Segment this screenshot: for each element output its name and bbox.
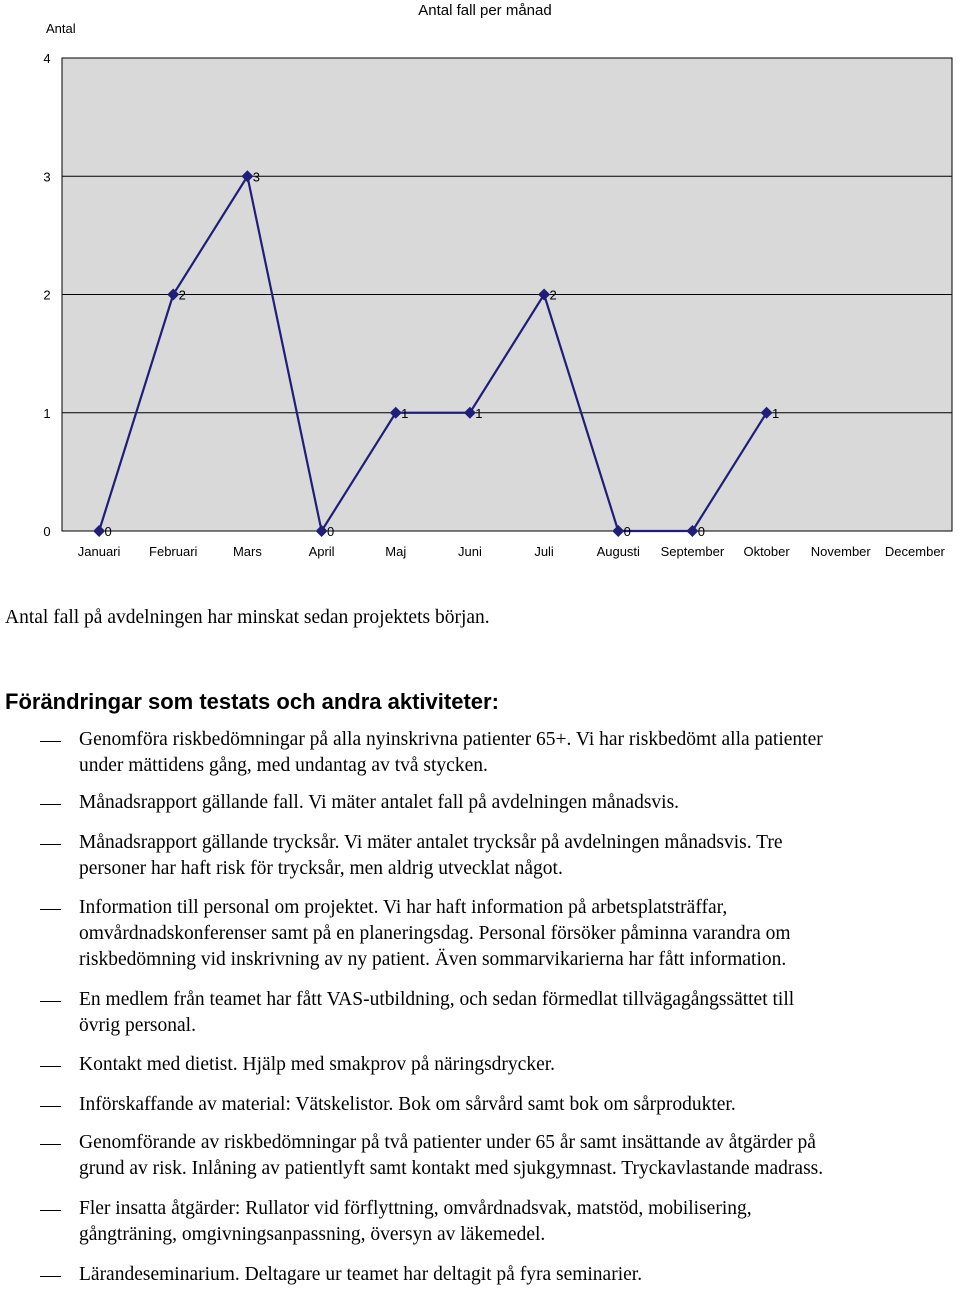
activity-text: Månadsrapport gällande trycksår. Vi mäter antalet trycksår på avdelningen månadsvis. Tre personer har haft risk för trycksår, men aldrig utvecklat något.	[79, 832, 783, 879]
activity-text: Genomföra riskbedömningar på alla nyinskrivna patienter 65+. Vi har riskbedömt alla patienter under mättidens gång, med undantag av två stycken.	[79, 729, 823, 776]
data-label: 1	[401, 405, 409, 421]
data-label: 0	[104, 524, 112, 539]
x-tick-label: December	[884, 544, 945, 559]
x-tick-label: Mars	[232, 544, 262, 559]
activity-text: Information till personal om projektet. Vi har haft information på arbetsplatsträffar, omvårdnadskonferenser samt på en planeringsdag. Personal försöker påminna varandra om riskbedömning vid inskrivning av ny patient. Även sommarvikarierna har fått information.	[79, 897, 791, 970]
dash-bullet	[40, 1106, 61, 1107]
y-tick-label: 4	[43, 51, 51, 66]
activity-text: Genomförande av riskbedömningar på två patienter under 65 år samt insättande av åtgärder på grund av risk. Inlåning av patientlyft samt kontakt med sjukgymnast. Tryckavlastande madrass.	[79, 1132, 824, 1179]
x-tick-label: Juni	[457, 544, 482, 559]
activity-text: En medlem från teamet har fått VAS-utbildning, och sedan förmedlat tillvägagångssättet till övrig personal.	[79, 989, 795, 1036]
activity-text: Införskaffande av material: Vätskelistor. Bok om sårvård samt bok om sårprodukter.	[79, 1094, 736, 1115]
dash-bullet	[40, 909, 61, 910]
section-heading: Förändringar som testats och andra aktiviteter:	[5, 689, 499, 714]
x-tick-label: Januari	[77, 544, 121, 559]
activity-text: Månadsrapport gällande fall. Vi mäter antalet fall på avdelningen månadsvis.	[79, 792, 680, 813]
data-label: 2	[549, 287, 557, 303]
dash-bullet	[40, 804, 61, 805]
x-tick-label: November	[810, 544, 871, 559]
dash-bullet	[40, 1001, 61, 1002]
activity-text: Lärandeseminarium. Deltagare ur teamet har deltagit på fyra seminarier.	[79, 1264, 643, 1285]
dash-bullet	[40, 1276, 61, 1277]
x-tick-label: September	[660, 544, 725, 559]
y-tick-label: 2	[43, 287, 51, 303]
dash-bullet	[40, 1144, 61, 1145]
y-axis-label: Antal	[46, 21, 76, 36]
x-tick-label: Februari	[149, 544, 198, 559]
data-label: 1	[475, 405, 483, 421]
data-label: 0	[623, 524, 631, 539]
data-label: 0	[326, 524, 335, 539]
data-label: 0	[697, 524, 706, 539]
x-tick-label: Maj	[385, 544, 407, 559]
dash-bullet	[40, 1066, 61, 1067]
dash-bullet	[40, 1210, 61, 1211]
data-label: 1	[771, 405, 780, 421]
y-tick-label: 3	[43, 169, 51, 185]
dash-bullet	[40, 844, 61, 845]
chart-title: Antal fall per månad	[418, 2, 552, 19]
y-tick-label: 1	[43, 405, 51, 421]
x-tick-label: Augusti	[596, 544, 640, 559]
dash-bullet	[40, 741, 61, 742]
x-tick-label: Oktober	[743, 544, 790, 559]
activity-text: Kontakt med dietist. Hjälp med smakprov på näringsdrycker.	[79, 1054, 556, 1075]
y-tick-label: 0	[43, 524, 51, 539]
x-tick-label: April	[308, 544, 335, 559]
x-tick-label: Juli	[534, 544, 554, 559]
data-label: 2	[178, 287, 186, 303]
activity-text: Fler insatta åtgärder: Rullator vid förflyttning, omvårdnadsvak, matstöd, mobilisering, gångträning, omgivningsanpassning, översyn av läkemedel.	[79, 1198, 752, 1245]
intro-text: Antal fall på avdelningen har minskat sedan projektets början.	[5, 607, 490, 628]
data-label: 3	[252, 169, 261, 185]
